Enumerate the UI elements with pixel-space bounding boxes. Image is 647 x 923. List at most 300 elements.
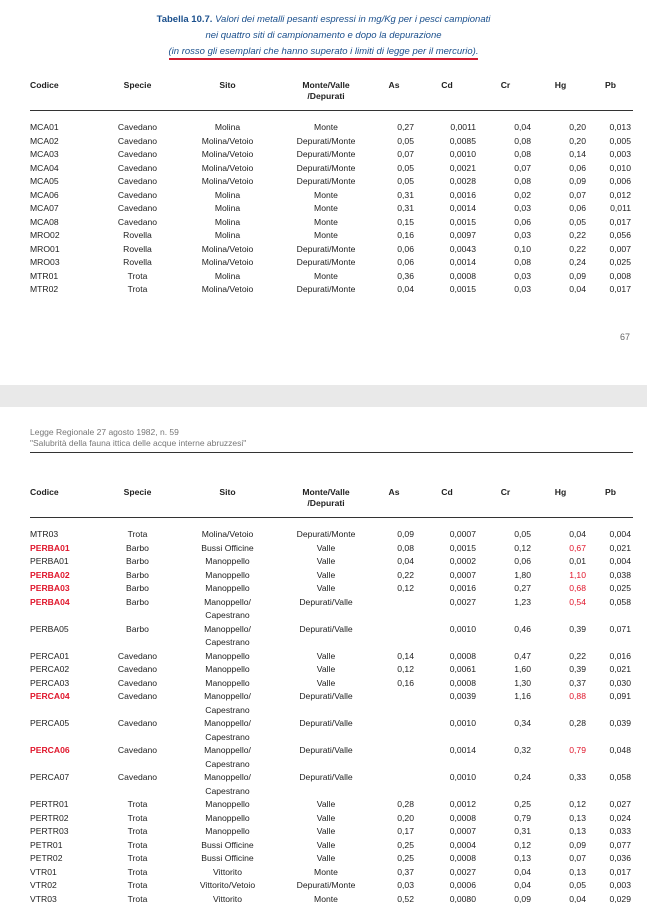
cell-specie: Trota [127,284,148,294]
table-row [30,283,633,297]
table-row [30,839,633,853]
cell-monte-valle: Valle [316,799,336,809]
table-row [30,229,633,243]
cell-specie: Cavedano [117,189,158,200]
cell-cd: 0,0010 [449,623,476,634]
cell-specie: Barbo [126,556,149,566]
cell-monte-valle: Depurati/Monte [296,162,356,173]
cell-pb: 0,010 [609,162,631,173]
cell-hg: 0,37 [569,677,586,688]
header-rule [30,452,633,453]
cell-pb: 0,008 [609,270,631,281]
table-row [30,690,633,717]
col-monte-valle [280,487,372,518]
cell-cd: 0,0006 [449,880,476,890]
table-row [30,825,633,839]
cell-as: 0,22 [397,569,414,580]
cell-cd: 0,0012 [449,799,476,809]
cell-cd: 0,0004 [449,839,476,850]
cell-cr: 0,08 [514,176,531,186]
cell-cd: 0,0027 [449,866,476,877]
cell-sito: Molina/Vetoio [201,284,254,294]
cell-cd: 0,0016 [449,583,476,593]
cell-cr: 0,12 [514,839,531,850]
cell-specie: Cavedano [117,718,158,728]
table-row [30,596,633,623]
cell-pb: 0,056 [609,230,631,240]
cell-codice: MCA01 [30,122,59,132]
cell-sito: Molina/Vetoio [201,135,254,146]
cell-monte-valle: Monte [314,189,338,200]
cell-as: 0,20 [397,812,414,823]
cell-cd: 0,0008 [449,650,476,661]
table-row [30,717,633,744]
cell-cr: 0,79 [514,812,531,823]
site-line2: Capestrano [205,704,250,715]
cell-sito [175,690,280,717]
cell-pb: 0,013 [609,122,631,132]
table-row [30,243,633,257]
metals-table-1 [30,80,633,297]
cell-sito [175,596,280,623]
cell-specie: Rovella [123,230,152,240]
page-68 [0,407,647,923]
cell-sito: Bussi Officine [201,853,254,863]
cell-specie: Cavedano [117,216,158,227]
site-line2: Capestrano [205,637,250,647]
cell-hg: 0,05 [569,880,586,890]
cell-specie: Barbo [126,623,149,634]
cell-codice: MTR01 [30,270,59,281]
cell-codice: MCA05 [30,176,59,186]
cell-specie: Trota [127,853,148,863]
cell-specie: Cavedano [117,664,158,674]
cell-hg: 0,39 [569,664,586,674]
cell-codice: PERBA04 [30,596,70,607]
cell-codice: MCA06 [30,189,59,200]
cell-codice: PERBA01 [30,542,70,553]
cell-sito: Manoppello [205,583,250,593]
cell-codice: MCA03 [30,149,59,159]
cell-pb: 0,004 [609,529,631,539]
running-header [30,427,246,449]
cell-monte-valle: Monte [314,216,338,227]
caption-line1: Valori dei metalli pesanti espressi in mg/Kg per i pesci campionati [215,14,491,25]
cell-as: 0,06 [397,243,414,254]
cell-cr: 1,23 [514,596,531,607]
cell-hg: 0,33 [569,772,586,782]
cell-hg: 0,88 [569,691,586,701]
cell-codice: PERTR03 [30,826,69,836]
cell-pb: 0,003 [609,149,631,159]
cell-as [372,690,416,717]
cell-specie: Cavedano [117,691,158,701]
cell-as: 0,31 [397,189,414,200]
col-monte-valle-line1: Monte/Valle [302,80,350,90]
cell-cd: 0,0039 [449,691,476,701]
cell-as: 0,36 [397,270,414,281]
table-row [30,256,633,270]
cell-cr: 0,04 [514,122,531,132]
cell-sito [175,717,280,744]
cell-hg: 0,79 [569,745,586,755]
cell-codice: PERCA05 [30,718,70,728]
col-cd: Cd [441,80,453,90]
site-line1: Manoppello/ [204,718,251,728]
cell-monte-valle: Monte [314,270,338,281]
cell-specie: Trota [127,826,148,836]
cell-cr: 0,27 [514,583,531,593]
cell-hg: 0,13 [569,812,586,823]
page-67 [0,0,647,385]
cell-sito: Manoppello [205,812,250,823]
table-row [30,866,633,880]
page-separator [0,385,647,407]
col-specie: Specie [123,80,152,90]
cell-hg: 0,22 [569,230,586,240]
cell-cd: 0,0007 [449,826,476,836]
col-codice: Codice [30,80,59,90]
cell-hg: 0,12 [569,799,586,809]
cell-specie: Cavedano [117,149,158,159]
site-line1: Manoppello/ [204,691,251,701]
table-row [30,189,633,203]
cell-cr: 0,34 [514,718,531,728]
cell-as: 0,09 [397,529,414,539]
cell-codice: PETR02 [30,853,63,863]
cell-as: 0,52 [397,893,414,904]
col-cr: Cr [500,487,511,497]
cell-cd: 0,0014 [449,257,476,267]
cell-hg: 0,07 [569,853,586,863]
table-row [30,216,633,230]
cell-cr: 0,13 [514,853,531,863]
cell-cr: 1,60 [514,664,531,674]
cell-codice: VTR03 [30,893,57,904]
cell-pb: 0,012 [609,189,631,200]
cell-as [372,717,416,744]
cell-as [372,623,416,650]
cell-sito: Molina/Vetoio [201,149,254,159]
cell-monte-valle: Depurati/Monte [296,135,356,146]
cell-cr: 1,30 [514,677,531,688]
cell-sito [175,771,280,798]
cell-hg: 0,22 [569,243,586,254]
cell-cd: 0,0010 [449,772,476,782]
table-row [30,569,633,583]
cell-sito: Bussi Officine [201,542,254,553]
cell-codice: PERBA05 [30,623,69,634]
cell-pb: 0,027 [609,799,631,809]
cell-codice: MTR03 [30,529,59,539]
cell-specie: Trota [127,812,148,823]
cell-cd: 0,0015 [449,216,476,227]
cell-pb: 0,091 [609,691,631,701]
site-line1: Manoppello/ [204,623,251,634]
cell-monte-valle: Valle [316,839,336,850]
cell-pb: 0,030 [609,677,631,688]
col-cd: Cd [441,487,453,497]
table-row [30,893,633,907]
cell-hg: 0,06 [569,162,586,173]
cell-codice: MCA04 [30,162,59,173]
cell-as: 0,03 [397,880,414,890]
cell-hg: 0,28 [569,718,586,728]
cell-cd: 0,0010 [449,718,476,728]
cell-cd: 0,0043 [449,243,476,254]
cell-hg: 0,06 [569,203,586,213]
cell-as: 0,31 [397,203,414,213]
cell-hg: 0,04 [569,284,586,294]
caption-note: (in rosso gli esemplari che hanno superato i limiti di legge per il mercurio). [169,46,479,60]
cell-pb: 0,021 [609,664,631,674]
cell-hg: 0,68 [569,583,586,593]
col-monte-valle [280,80,372,111]
cell-pb: 0,039 [609,718,631,728]
cell-sito: Bussi Officine [201,839,254,850]
cell-cr: 0,31 [514,826,531,836]
cell-pb: 0,011 [610,203,631,213]
cell-monte-valle: Depurati/Valle [299,596,353,607]
cell-sito: Molina/Vetoio [201,176,254,186]
cell-monte-valle: Depurati/Valle [299,718,353,728]
cell-pb: 0,007 [609,243,631,254]
table-row [30,852,633,866]
table-header [30,80,633,111]
cell-sito: Manoppello [205,664,250,674]
site-line2: Capestrano [205,785,250,796]
col-as: As [388,80,400,90]
cell-sito: Manoppello [205,556,250,566]
cell-cd: 0,0014 [449,745,476,755]
col-hg: Hg [554,80,567,90]
cell-specie: Trota [127,866,148,877]
cell-codice: PERTR01 [30,799,69,809]
cell-sito: Manoppello [205,677,250,688]
cell-specie: Trota [127,839,148,850]
table-row [30,798,633,812]
col-sito: Sito [219,80,236,90]
cell-pb: 0,017 [609,216,631,227]
cell-codice: PERCA01 [30,650,70,661]
cell-pb: 0,003 [609,880,631,890]
cell-sito: Molina [214,122,241,132]
cell-sito: Molina/Vetoio [201,529,254,539]
cell-cr: 0,24 [514,772,531,782]
table-row [30,582,633,596]
site-line2: Capestrano [205,610,250,620]
cell-cd: 0,0008 [449,677,476,688]
col-monte-valle-line2: /Depurati [307,91,345,101]
table-row [30,623,633,650]
cell-specie: Cavedano [117,135,158,146]
cell-hg: 0,13 [569,866,586,877]
cell-hg: 0,09 [569,176,586,186]
cell-cd: 0,0011 [450,122,476,132]
cell-cr: 0,09 [514,893,531,904]
cell-specie: Cavedano [117,650,158,661]
cell-pb: 0,016 [609,650,631,661]
cell-sito: Molina/Vetoio [201,243,254,254]
cell-cd: 0,0007 [449,529,476,539]
col-pb: Pb [605,80,616,90]
cell-hg: 0,20 [569,135,586,146]
table-row [30,121,633,135]
cell-cd: 0,0080 [449,893,476,904]
cell-monte-valle: Valle [316,650,336,661]
cell-sito: Molina/Vetoio [201,162,254,173]
cell-as: 0,37 [397,866,414,877]
cell-codice: MTR02 [30,284,59,294]
cell-specie: Cavedano [117,122,158,132]
cell-hg: 0,04 [569,529,586,539]
cell-codice: PERCA02 [30,664,70,674]
cell-cd: 0,0015 [449,542,476,553]
cell-pb: 0,017 [609,284,631,294]
metals-table-2 [30,487,633,906]
cell-as: 0,14 [397,650,414,661]
cell-monte-valle: Monte [314,203,338,213]
cell-pb: 0,071 [609,623,631,634]
cell-sito: Molina [214,189,241,200]
cell-as: 0,08 [397,542,414,553]
cell-hg: 0,05 [569,216,586,227]
cell-codice: PERBA03 [30,583,70,593]
cell-cd: 0,0008 [449,270,476,281]
cell-hg: 0,24 [569,257,586,267]
table-row [30,677,633,691]
cell-cd: 0,0010 [449,149,476,159]
cell-specie: Rovella [123,243,152,254]
cell-pb: 0,038 [609,569,631,580]
cell-cd: 0,0061 [449,664,476,674]
cell-monte-valle: Valle [316,853,336,863]
cell-hg: 0,39 [569,623,586,634]
cell-codice: PERCA03 [30,677,70,688]
cell-cr: 0,07 [514,162,531,173]
cell-codice: VTR01 [30,866,57,877]
cell-cr: 0,06 [514,556,531,566]
cell-monte-valle: Valle [316,826,336,836]
cell-monte-valle: Valle [316,677,336,688]
cell-cr: 0,04 [514,880,531,890]
cell-sito [175,623,280,650]
cell-cd: 0,0085 [449,135,476,146]
cell-sito: Manoppello [205,650,250,661]
cell-specie: Cavedano [117,677,158,688]
cell-pb: 0,006 [609,176,631,186]
cell-codice: PERBA02 [30,569,70,580]
table-row [30,528,633,542]
cell-as: 0,05 [397,176,414,186]
cell-as: 0,25 [397,839,414,850]
cell-specie: Barbo [126,569,149,580]
site-line2: Capestrano [205,731,250,742]
cell-codice: PERTR02 [30,812,69,823]
table-row [30,812,633,826]
cell-specie: Rovella [123,257,152,267]
cell-codice: PERCA07 [30,772,70,782]
cell-monte-valle: Depurati/Monte [296,243,356,254]
runhead-law: Legge Regionale 27 agosto 1982, n. 59 [30,427,179,437]
table-caption [0,12,647,60]
cell-pb: 0,025 [609,583,631,593]
cell-cd: 0,0007 [449,569,476,580]
cell-codice: PERCA06 [30,745,70,755]
table-row [30,663,633,677]
cell-hg: 0,09 [569,270,586,281]
cell-monte-valle: Depurati/Valle [299,745,353,755]
cell-monte-valle: Depurati/Monte [296,284,356,294]
cell-monte-valle: Valle [316,556,336,566]
cell-hg: 0,01 [569,556,586,566]
cell-specie: Barbo [126,583,149,593]
cell-sito: Vittorito [213,893,242,904]
cell-sito [175,744,280,771]
col-sito: Sito [219,487,236,497]
cell-cd: 0,0016 [449,189,476,200]
table-row [30,270,633,284]
col-pb: Pb [605,487,616,497]
cell-monte-valle: Valle [316,812,336,823]
cell-cd: 0,0097 [449,230,476,240]
cell-hg: 0,20 [569,122,586,132]
cell-specie: Trota [127,893,148,904]
cell-as [372,771,416,798]
cell-cr: 0,12 [514,542,531,553]
cell-specie: Cavedano [117,162,158,173]
cell-as [372,744,416,771]
cell-hg: 0,09 [569,839,586,850]
cell-cr: 0,05 [514,529,531,539]
site-line2: Capestrano [205,758,250,769]
cell-hg: 0,22 [569,650,586,661]
cell-sito: Molina [214,203,241,213]
cell-monte-valle: Depurati/Valle [299,691,353,701]
col-hg: Hg [554,487,567,497]
cell-sito: Molina [214,270,241,281]
cell-as: 0,06 [397,257,414,267]
cell-as: 0,12 [397,664,414,674]
cell-cr: 0,10 [514,243,531,254]
cell-as: 0,15 [397,216,414,227]
cell-pb: 0,005 [609,135,631,146]
cell-cr: 1,16 [514,691,531,701]
cell-monte-valle: Depurati/Monte [296,880,356,890]
caption-line2: nei quattro siti di campionamento e dopo la depurazione [205,30,442,41]
cell-cr: 0,06 [514,216,531,227]
table-row [30,175,633,189]
cell-cr: 0,03 [514,270,531,281]
cell-sito: Molina [214,216,241,227]
cell-cd: 0,0008 [449,812,476,823]
cell-monte-valle: Monte [314,866,338,877]
cell-codice: MRO01 [30,243,60,254]
cell-hg: 0,54 [569,596,586,607]
cell-pb: 0,025 [609,257,631,267]
cell-specie: Trota [127,529,148,539]
site-line1: Manoppello/ [204,596,251,607]
cell-as: 0,28 [397,799,414,809]
cell-specie: Trota [127,270,148,281]
cell-cr: 0,08 [514,257,531,267]
cell-hg: 0,14 [569,149,586,159]
table-row [30,879,633,893]
cell-as: 0,27 [397,122,414,132]
table-row [30,162,633,176]
cell-codice: MCA02 [30,135,59,146]
cell-cr: 0,08 [514,149,531,159]
